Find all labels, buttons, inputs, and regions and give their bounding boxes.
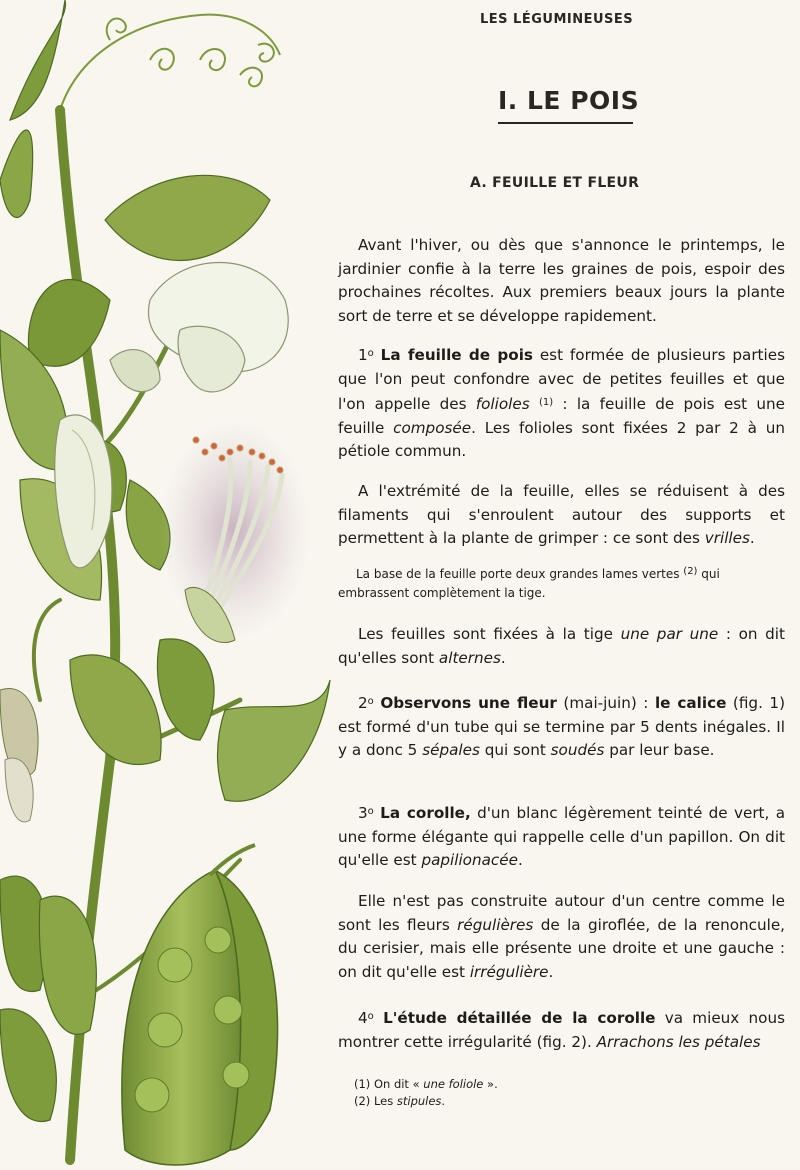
flower-bud [0, 688, 38, 821]
text-run: (mai-juin) : [556, 694, 655, 712]
text-run: . Les folioles sont fixées 2 par 2 à un pétiole commun. [338, 418, 785, 460]
pea-plant-illustration [0, 0, 340, 1170]
title-underline [498, 122, 633, 124]
paragraph-intro: Avant l'hiver, ou dès que s'annonce le printemps, le jardinier confie à la terre les graines de pois, espoir des prochaines récoltes. Aux premiers beaux jours la plante sort de terre et se développe rapidement. [338, 236, 785, 325]
bold-term: La corolle, [380, 804, 471, 822]
item-number-suffix: o [367, 1011, 374, 1022]
footnotes [354, 1076, 498, 1110]
section-heading: A. FEUILLE ET FLEUR [470, 175, 640, 191]
text-run: qui sont [479, 741, 551, 759]
text-run: : la feuille de pois est une feuille [338, 395, 785, 437]
bold-term: Observons une fleur [380, 694, 557, 712]
item-number: 4 [358, 1009, 368, 1027]
text-run: . [548, 962, 554, 981]
italic-term: folioles [475, 395, 530, 413]
tendrils [60, 15, 280, 110]
text-run: Les feuilles sont fixées à la tige [358, 625, 621, 643]
italic-term: vrilles [704, 529, 750, 547]
text-run: va mieux nous montrer cette irrégularité (fig. 2). [338, 1009, 785, 1051]
footnote-2 [354, 1093, 498, 1110]
chapter-heading: LES LÉGUMINEUSES [480, 12, 634, 27]
note-stipules [338, 562, 785, 603]
text-run: d'un blanc légèrement teinté de vert, a une forme élégante qui rappelle celle d'un papillon. On dit qu'elle est [338, 804, 785, 869]
text-run: . [517, 851, 523, 869]
text-run: . [441, 1094, 446, 1108]
text-run: (fig. 1) est formé d'un tube qui se termine par 5 dents inégales. Il y a donc 5 [338, 694, 786, 759]
stamen-figure [160, 420, 310, 643]
italic-term: une par une [620, 625, 719, 643]
footnote-ref: (2) [683, 566, 698, 577]
paragraph-irregular [338, 890, 785, 984]
text-run: ». [483, 1077, 498, 1091]
paragraph-tendrils [338, 480, 785, 551]
italic-term: stipules [396, 1094, 442, 1108]
paragraph-alternate [338, 623, 785, 670]
text-run: (2) Les [354, 1094, 397, 1108]
text-run: La base de la feuille porte deux grandes lames vertes [356, 567, 684, 581]
pea-pod [122, 845, 278, 1165]
text-run: par leur base. [604, 741, 715, 759]
text-run: (1) On dit « [354, 1077, 424, 1091]
italic-term: une foliole [423, 1077, 484, 1091]
bold-term: L'étude détaillée de la corolle [383, 1009, 656, 1027]
italic-term: Arrachons les pétales [596, 1032, 761, 1051]
italic-term: régulières [457, 915, 534, 934]
bold-term: La feuille de pois [380, 346, 533, 364]
paragraph-calyx [338, 690, 785, 763]
footnote-1 [354, 1076, 498, 1093]
paragraph-corolla [338, 800, 785, 873]
text-run: A l'extrémité de la feuille, elles se réduisent à des filaments qui s'enroulent autour des supports et permettent à la plante de grimper : ce sont des [338, 482, 785, 547]
italic-term: soudés [550, 741, 605, 759]
item-number: 3 [358, 804, 368, 822]
text-run: Elle n'est pas construite autour d'un centre comme le sont les fleurs [338, 892, 785, 934]
paragraph-corolla-study [338, 1005, 785, 1054]
bold-term: le calice [654, 694, 727, 712]
footnote-ref: (1) [538, 397, 554, 408]
italic-term: composée [393, 418, 472, 437]
item-number-suffix: o [367, 806, 374, 817]
paragraph-leaf [338, 342, 785, 464]
italic-term: irrégulière [469, 962, 549, 981]
italic-term: alternes [438, 648, 501, 667]
text-run: est formée de plusieurs parties que l'on peut confondre avec de petites feuilles et que l'on appelle des [338, 346, 785, 413]
italic-term: papilionacée [421, 851, 518, 869]
text-run: : on dit qu'elles sont [338, 625, 785, 667]
item-number-suffix: o [367, 696, 374, 707]
text-run: de la giroflée, de la renoncule, du cerisier, mais elle présente une droite et une gauche : on dit qu'elle est [338, 915, 786, 981]
italic-term: sépales [422, 741, 480, 759]
text-run: . [749, 529, 755, 547]
text-run: . [500, 648, 506, 667]
item-number: 2 [358, 694, 368, 712]
page-title: I. LE POIS [498, 86, 640, 115]
text-run: qui embrassent complètement la tige. [338, 567, 720, 600]
item-number-suffix: o [367, 348, 374, 359]
item-number: 1 [358, 346, 368, 364]
